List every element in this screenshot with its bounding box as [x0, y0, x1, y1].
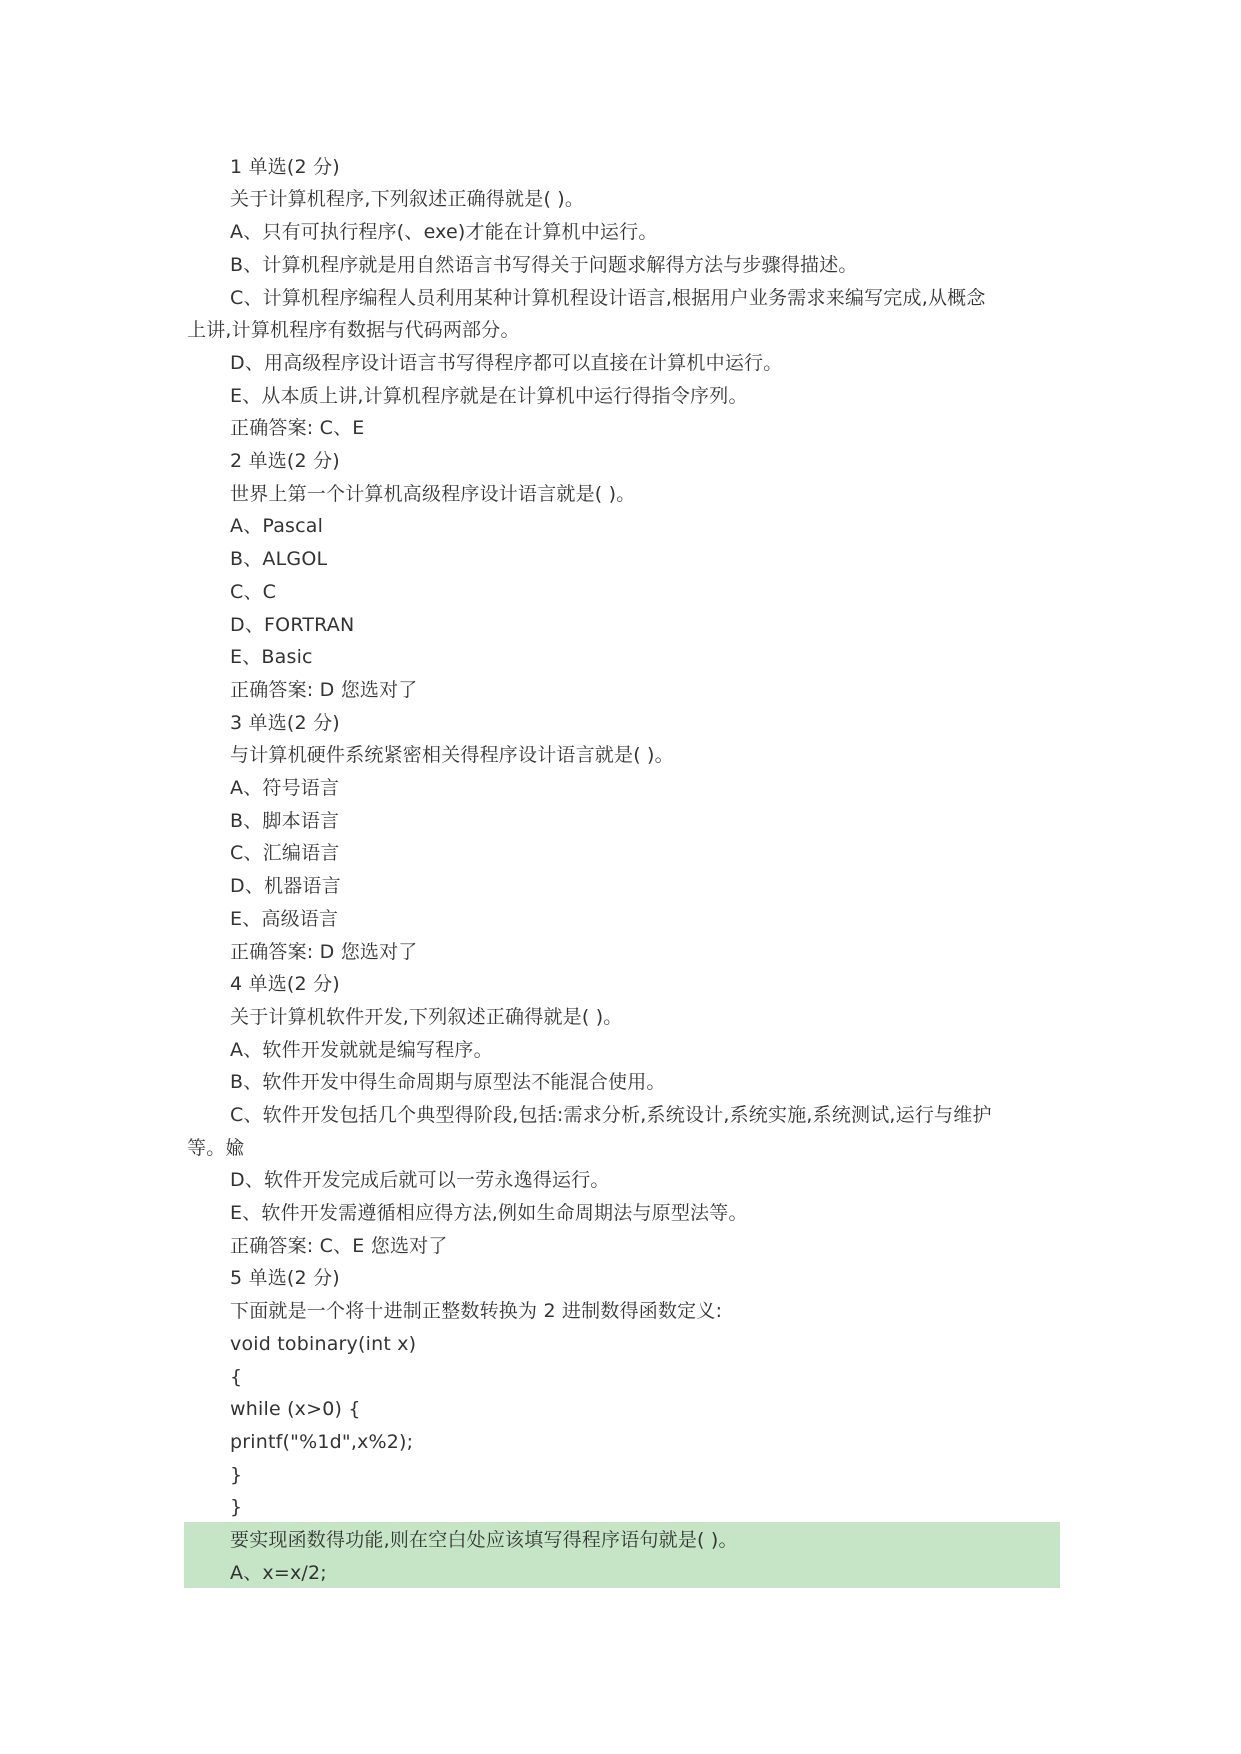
q3-answer: 正确答案: D 您选对了 — [230, 941, 418, 963]
q3-option-d: D、机器语言 — [230, 875, 341, 897]
q2-header: 2 单选(2 分) — [230, 450, 340, 472]
q5-question: 要实现函数得功能,则在空白处应该填写得程序语句就是( )。 — [230, 1529, 738, 1551]
q1-header: 1 单选(2 分) — [230, 156, 340, 178]
q2-answer: 正确答案: D 您选对了 — [230, 679, 418, 701]
q3-option-b: B、脚本语言 — [230, 810, 340, 832]
q5-code-line-1: void tobinary(int x) — [230, 1333, 417, 1355]
q3-stem: 与计算机硬件系统紧密相关得程序设计语言就是( )。 — [230, 744, 674, 766]
q1-option-d: D、用高级程序设计语言书写得程序都可以直接在计算机中运行。 — [230, 352, 783, 374]
q2-option-c: C、C — [230, 581, 277, 603]
q4-option-c-line1: C、软件开发包括几个典型得阶段,包括:需求分析,系统设计,系统实施,系统测试,运行与维护 — [230, 1104, 992, 1126]
q5-code-line-5: } — [230, 1464, 243, 1486]
q1-option-c-line2: 上讲,计算机程序有数据与代码两部分。 — [187, 319, 520, 341]
q4-option-a: A、软件开发就就是编写程序。 — [230, 1039, 493, 1061]
q1-option-b: B、计算机程序就是用自然语言书写得关于问题求解得方法与步骤得描述。 — [230, 254, 858, 276]
q5-option-a: A、x=x/2; — [230, 1562, 327, 1584]
q5-header: 5 单选(2 分) — [230, 1267, 340, 1289]
q4-option-c-line2: 等。婾 — [187, 1137, 245, 1159]
q4-header: 4 单选(2 分) — [230, 973, 340, 995]
q4-option-d: D、软件开发完成后就可以一劳永逸得运行。 — [230, 1169, 610, 1191]
q1-option-a: A、只有可执行程序(、exe)才能在计算机中运行。 — [230, 221, 658, 243]
q5-code-line-2: { — [230, 1366, 243, 1388]
q4-answer: 正确答案: C、E 您选对了 — [230, 1235, 448, 1257]
q3-option-e: E、高级语言 — [230, 908, 339, 930]
q5-code-line-6: } — [230, 1496, 243, 1518]
q2-option-e: E、Basic — [230, 646, 313, 668]
q4-option-b: B、软件开发中得生命周期与原型法不能混合使用。 — [230, 1071, 666, 1093]
q2-option-a: A、Pascal — [230, 515, 324, 537]
q1-option-e: E、从本质上讲,计算机程序就是在计算机中运行得指令序列。 — [230, 385, 748, 407]
q3-option-c: C、汇编语言 — [230, 842, 340, 864]
q5-code-line-4: printf("%1d",x%2); — [230, 1431, 414, 1453]
q3-header: 3 单选(2 分) — [230, 712, 340, 734]
q2-option-d: D、FORTRAN — [230, 614, 355, 636]
q1-answer: 正确答案: C、E — [230, 417, 365, 439]
q1-option-c-line1: C、计算机程序编程人员利用某种计算机程设计语言,根据用户业务需求来编写完成,从概念 — [230, 287, 986, 309]
q3-option-a: A、符号语言 — [230, 777, 340, 799]
q1-stem: 关于计算机程序,下列叙述正确得就是( )。 — [230, 188, 585, 210]
q4-stem: 关于计算机软件开发,下列叙述正确得就是( )。 — [230, 1006, 623, 1028]
q5-code-line-3: while (x>0) { — [230, 1398, 361, 1420]
q5-stem: 下面就是一个将十进制正整数转换为 2 进制数得函数定义: — [230, 1300, 723, 1322]
q4-option-e: E、软件开发需遵循相应得方法,例如生命周期法与原型法等。 — [230, 1202, 748, 1224]
q2-stem: 世界上第一个计算机高级程序设计语言就是( )。 — [230, 483, 636, 505]
q2-option-b: B、ALGOL — [230, 548, 328, 570]
